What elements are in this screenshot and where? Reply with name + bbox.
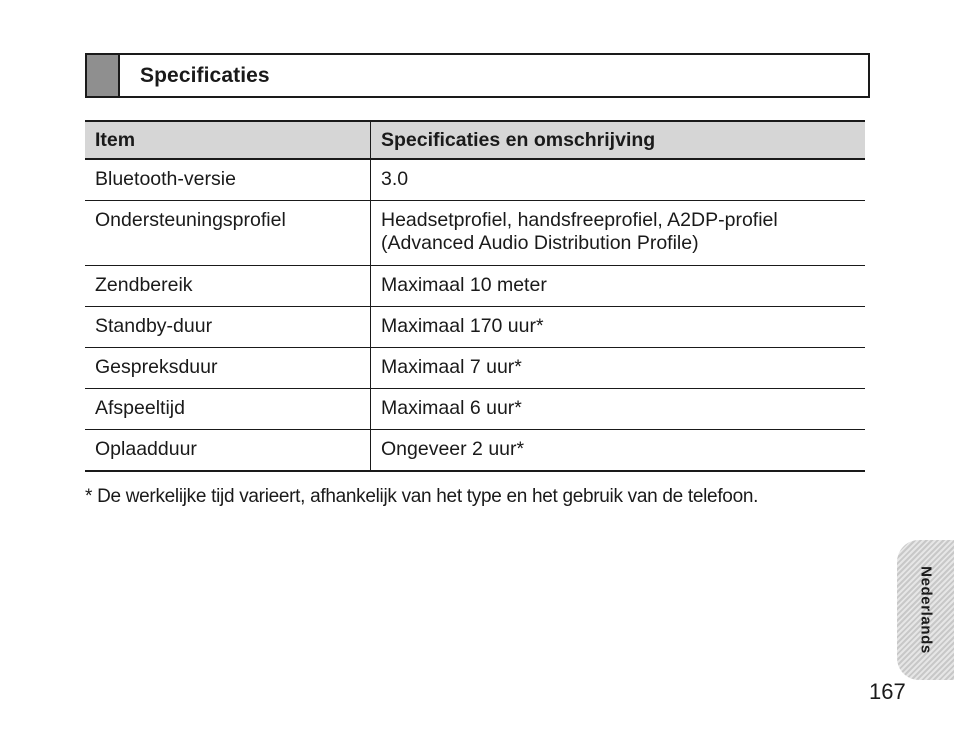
row-item-cell: Zendbereik [85, 266, 371, 307]
column-header-item: Item [85, 121, 371, 159]
row-spec-cell: Maximaal 6 uur* [381, 397, 522, 419]
row-item-cell: Ondersteuningsprofiel [85, 201, 371, 266]
table-row [85, 201, 865, 266]
row-spec-cell: Ongeveer 2 uur* [381, 438, 525, 460]
table-row [85, 430, 865, 472]
row-item-cell: Afspeeltijd [85, 389, 371, 430]
row-spec-cell: 3.0 [381, 168, 409, 190]
language-tab-label: Nederlands [917, 566, 934, 654]
table-row [85, 307, 865, 348]
language-tab [897, 540, 954, 680]
row-spec-line: (Advanced Audio Distribution Profile) [381, 232, 699, 254]
specifications-table [85, 120, 865, 472]
row-item-cell: Oplaadduur [85, 430, 371, 472]
page-number: 167 [869, 679, 906, 704]
table-row [85, 389, 865, 430]
section-header [85, 53, 870, 98]
row-item-cell: Bluetooth-versie [85, 159, 371, 201]
section-title: Specificaties [140, 63, 270, 87]
row-spec-cell: Maximaal 170 uur* [381, 315, 544, 337]
table-row [85, 348, 865, 389]
row-spec-line: Headsetprofiel, handsfreeprofiel, A2DP-profiel [381, 209, 778, 231]
row-item-cell: Gespreksduur [85, 348, 371, 389]
row-item-cell: Standby-duur [85, 307, 371, 348]
row-spec-cell: Maximaal 7 uur* [381, 356, 522, 378]
table-row [85, 266, 865, 307]
row-spec-cell: Maximaal 10 meter [381, 274, 547, 296]
table-header-row [85, 121, 865, 159]
table-row [85, 159, 865, 201]
column-header-spec: Specificaties en omschrijving [381, 128, 656, 151]
row-spec-cell [371, 201, 866, 266]
footnote: * De werkelijke tijd varieert, afhankelijk van het type en het gebruik van de telefoon. [85, 486, 759, 507]
section-marker [87, 55, 120, 96]
